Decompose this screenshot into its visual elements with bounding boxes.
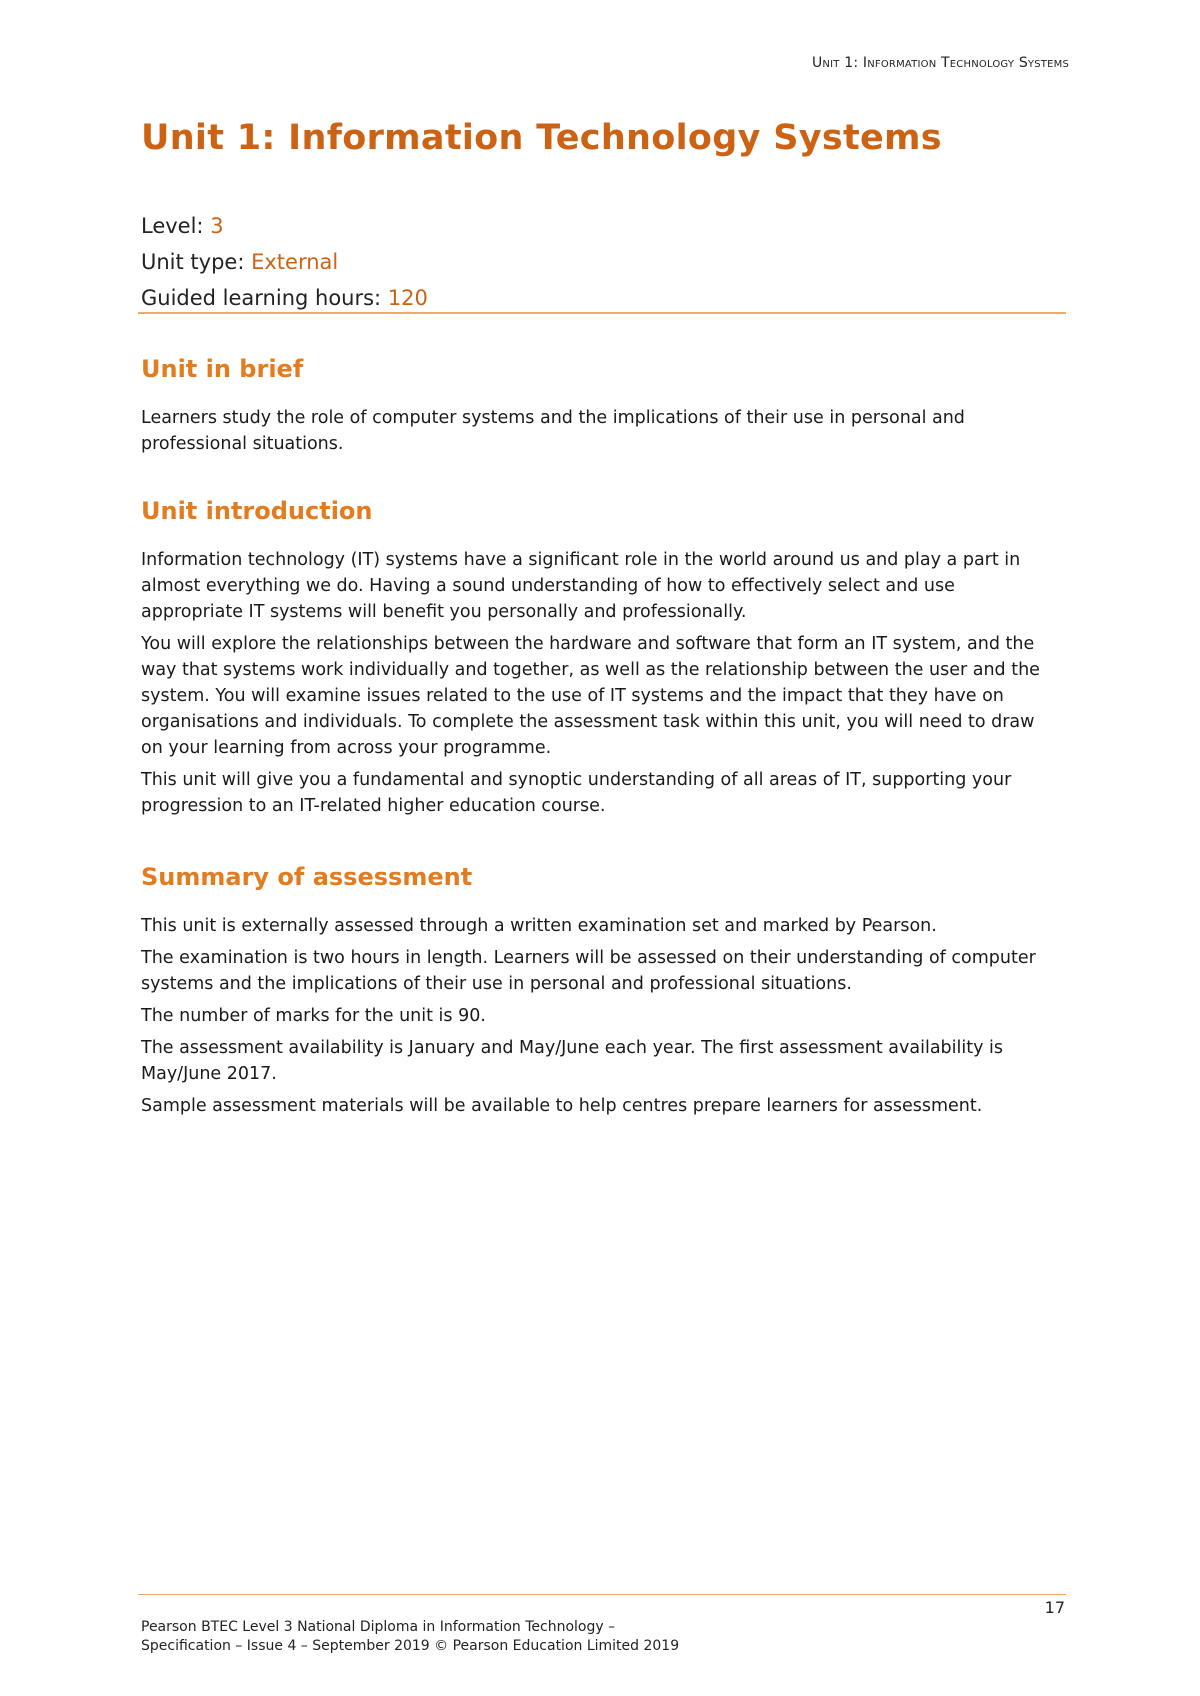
page-footer: [141, 1618, 679, 1656]
running-header: Unit 1: Information Technology Systems: [811, 55, 1069, 71]
page-title: Unit 1: Information Technology Systems: [141, 118, 942, 158]
paragraph: The number of marks for the unit is 90.: [141, 1006, 486, 1026]
meta-glh-label: Guided learning hours:: [141, 286, 388, 310]
section-heading: Summary of assessment: [141, 863, 473, 891]
meta-level: [141, 208, 428, 244]
footer-line: Pearson BTEC Level 3 National Diploma in Information Technology –: [141, 1619, 616, 1635]
meta-glh-value: 120: [387, 286, 428, 310]
unit-meta: [141, 208, 428, 316]
paragraph: This unit will give you a fundamental and synoptic understanding of all areas of IT, supporting your progression to an IT-related higher education course.: [141, 770, 1012, 816]
meta-level-label: Level:: [141, 214, 211, 238]
meta-unit-type: [141, 244, 428, 280]
page-number: 17: [1044, 1598, 1065, 1617]
section-summary-of-assessment: [141, 863, 1061, 1125]
section-unit-in-brief: [141, 355, 1061, 463]
meta-level-value: 3: [210, 214, 224, 238]
paragraph: The assessment availability is January and May/June each year. The first assessment availability is May/June 2017.: [141, 1038, 1004, 1084]
footer-line: Specification – Issue 4 – September 2019 © Pearson Education Limited 2019: [141, 1638, 680, 1654]
meta-glh: [141, 280, 428, 316]
paragraph: Information technology (IT) systems have a significant role in the world around us and play a part in almost everything we do. Having a sound understanding of how to effectively select and use appropriate IT systems will benefit you personally and professionally.: [141, 550, 1021, 622]
paragraph: Learners study the role of computer systems and the implications of their use in personal and professional situations.: [141, 408, 965, 454]
paragraph: You will explore the relationships between the hardware and software that form an IT system, and the way that systems work individually and together, as well as the relationship between the user and the system. You will examine issues related to the use of IT systems and the impact that they have on organisations and individuals. To complete the assessment task within this unit, you will need to draw on your learning from across your programme.: [141, 634, 1040, 758]
header-divider: [138, 312, 1066, 314]
section-unit-introduction: [141, 497, 1061, 825]
section-heading: Unit introduction: [141, 497, 373, 525]
paragraph: Sample assessment materials will be available to help centres prepare learners for assessment.: [141, 1096, 983, 1116]
section-heading: Unit in brief: [141, 355, 304, 383]
footer-divider: [138, 1594, 1066, 1595]
paragraph: This unit is externally assessed through a written examination set and marked by Pearson.: [141, 916, 937, 936]
paragraph: The examination is two hours in length. Learners will be assessed on their understanding of computer systems and the implications of their use in personal and professional situations.: [141, 948, 1036, 994]
meta-unit-type-label: Unit type:: [141, 250, 252, 274]
meta-unit-type-value: External: [251, 250, 339, 274]
